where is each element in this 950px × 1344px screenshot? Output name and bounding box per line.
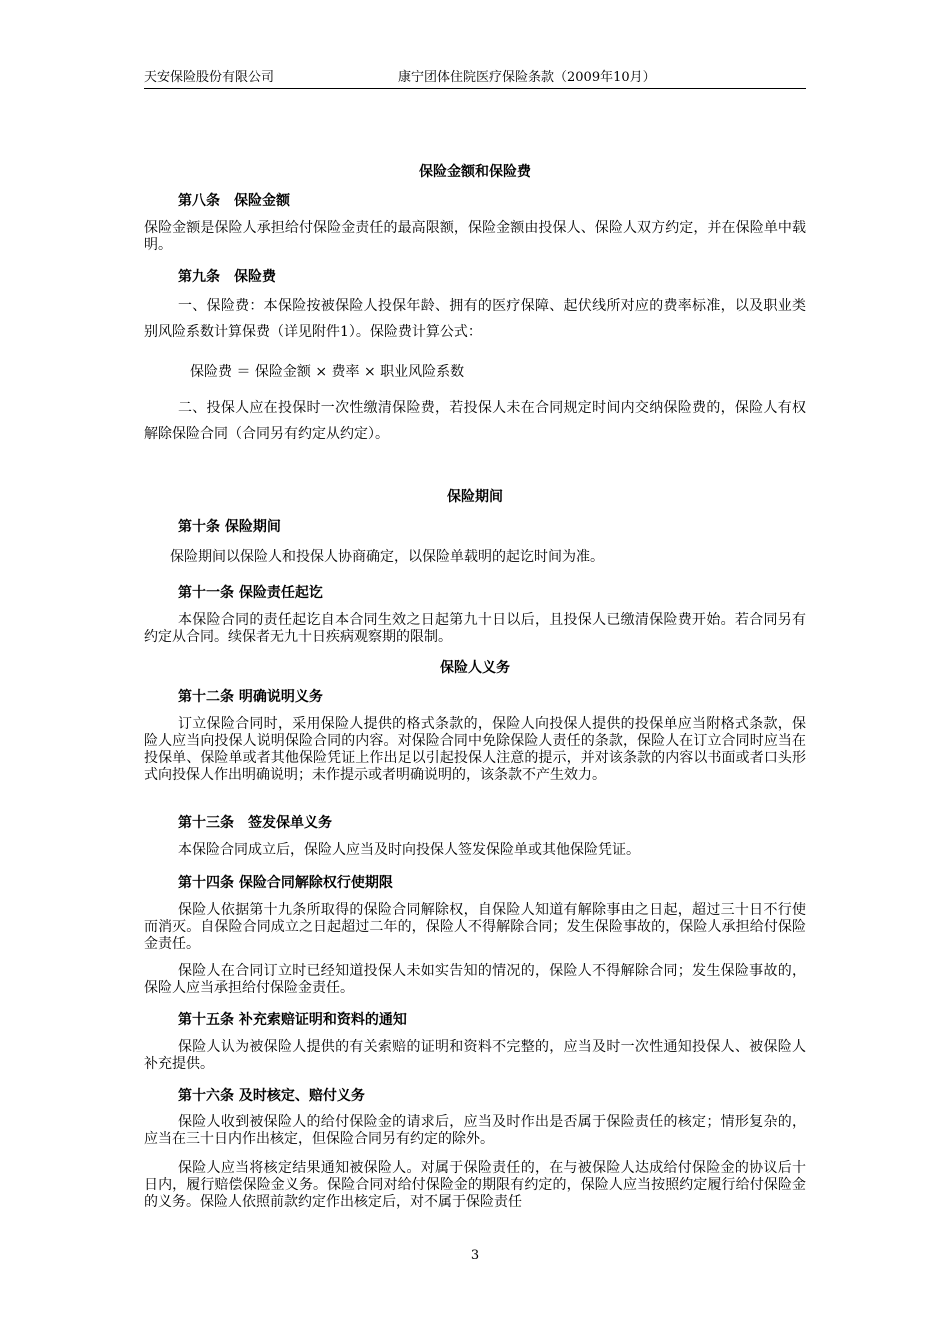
article-14-para-1: 保险人依据第十九条所取得的保险合同解除权，自保险人知道有解除事由之日起，超过三十日不行使而消灭。自保险合同成立之日起超过二年的，保险人不得解除合同；发生保险事故的，保险人承担给付保险金责任。 — [144, 902, 806, 952]
article-8-para: 保险金额是保险人承担给付保险金责任的最高限额，保险金额由投保人、保险人双方约定，并在保险单中载明。 — [144, 220, 806, 253]
article-14-para-2: 保险人在合同订立时已经知道投保人未如实告知的情况的，保险人不得解除合同；发生保险事故的，保险人应当承担给付保险金责任。 — [144, 963, 806, 996]
article-11-para: 本保险合同的责任起讫自本合同生效之日起第九十日以后，且投保人已缴清保险费开始。若合同另有约定从合同。续保者无九十日疾病观察期的限制。 — [144, 612, 806, 645]
article-15-title: 第十五条 补充索赔证明和资料的通知 — [178, 1012, 407, 1028]
article-16-title: 第十六条 及时核定、赔付义务 — [178, 1088, 365, 1104]
page-header — [144, 66, 806, 89]
article-13-para: 本保险合同成立后，保险人应当及时向投保人签发保险单或其他保险凭证。 — [178, 842, 640, 858]
article-12-para: 订立保险合同时，采用保险人提供的格式条款的，保险人向投保人提供的投保单应当附格式条款，保险人应当向投保人说明保险合同的内容。对保险合同中免除保险人责任的条款，保险人在订立合同时应当在投保单、保险单或者其他保险凭证上作出足以引起投保人注意的提示，并对该条款的内容以书面或者口头形式向投保人作出明确说明；未作提示或者明确说明的，该条款不产生效力。 — [144, 716, 806, 783]
article-9-para-1: 一、保险费：本保险按被保险人投保年龄、拥有的医疗保障、起伏线所对应的费率标准，以及职业类别风险系数计算保费（详见附件1）。保险费计算公式： — [144, 298, 806, 340]
article-9-para-2: 二、投保人应在投保时一次性缴清保险费，若投保人未在合同规定时间内交纳保险费的，保险人有权解除保险合同（合同另有约定从约定）。 — [144, 400, 806, 442]
article-15-para: 保险人认为被保险人提供的有关索赔的证明和资料不完整的，应当及时一次性通知投保人、被保险人补充提供。 — [144, 1039, 806, 1072]
article-9-title: 第九条 保险费 — [178, 269, 276, 285]
article-16-para-2: 保险人应当将核定结果通知被保险人。对属于保险责任的，在与被保险人达成给付保险金的协议后十日内，履行赔偿保险金义务。保险合同对给付保险金的期限有约定的，保险人应当按照约定履行给付保险金的义务。保险人依照前款约定作出核定后，对不属于保险责任 — [144, 1160, 806, 1210]
article-16-para-1: 保险人收到被保险人的给付保险金的请求后，应当及时作出是否属于保险责任的核定；情形复杂的，应当在三十日内作出核定，但保险合同另有约定的除外。 — [144, 1114, 806, 1147]
article-14-title: 第十四条 保险合同解除权行使期限 — [178, 875, 393, 891]
header-doc-title: 康宁团体住院医疗保险条款（2009年10月） — [398, 70, 656, 85]
article-8-title: 第八条 保险金额 — [178, 193, 290, 209]
article-11-title: 第十一条 保险责任起讫 — [178, 585, 323, 601]
article-10-para: 保险期间以保险人和投保人协商确定，以保险单载明的起讫时间为准。 — [170, 549, 604, 565]
article-10-title: 第十条 保险期间 — [178, 519, 281, 535]
section-title-insurer-duties: 保险人义务 — [440, 660, 510, 676]
section-title-period: 保险期间 — [447, 489, 503, 505]
premium-formula: 保险费 ＝ 保险金额 × 费率 × 职业风险系数 — [190, 364, 465, 380]
article-12-title: 第十二条 明确说明义务 — [178, 689, 323, 705]
section-title-amount-premium: 保险金额和保险费 — [419, 164, 531, 180]
page-number: 3 — [470, 1248, 480, 1263]
header-company: 天安保险股份有限公司 — [144, 70, 275, 85]
article-13-title: 第十三条 签发保单义务 — [178, 815, 332, 831]
